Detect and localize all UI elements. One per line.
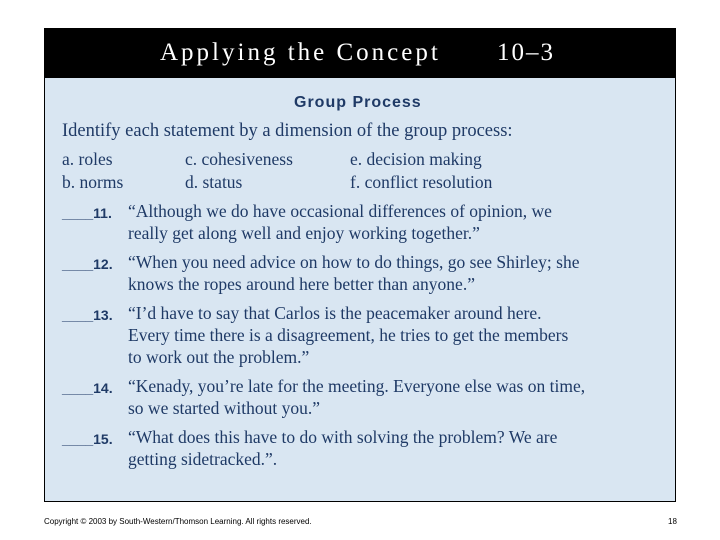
question-number: ____12.: [62, 256, 113, 272]
instructions-text: Identify each statement by a dimension of the group process:: [62, 121, 513, 141]
concept-panel: [44, 28, 676, 502]
question-text-line: “I’d have to say that Carlos is the peacemaker around here.: [128, 303, 542, 323]
question-text-line: “Although we do have occasional differences of opinion, we: [128, 201, 552, 221]
question-text-line: knows the ropes around here better than anyone.”: [128, 274, 475, 294]
option-e: e. decision making: [350, 149, 482, 169]
question-text-line: really get along well and enjoy working together.”: [128, 223, 480, 243]
question-text-line: “Kenady, you’re late for the meeting. Everyone else was on time,: [128, 376, 586, 396]
question-text-line: to work out the problem.”: [128, 347, 310, 367]
question-number: ____15.: [62, 431, 113, 447]
section-title: Group Process: [294, 94, 422, 111]
question-text-line: Every time there is a disagreement, he tries to get the members: [128, 325, 569, 345]
copyright-notice: Copyright © 2003 by South-Western/Thomson Learning. All rights reserved.: [44, 517, 312, 526]
question-text-line: “When you need advice on how to do things, go see Shirley; she: [128, 252, 580, 272]
question-number: ____13.: [62, 307, 113, 323]
option-a: a. roles: [62, 149, 113, 169]
question-text-line: “What does this have to do with solving the problem? We are: [128, 427, 558, 447]
header-bar: [45, 29, 675, 78]
header-title: Applying the Concept: [160, 39, 441, 66]
option-b: b. norms: [62, 172, 124, 192]
page-number: 18: [668, 517, 677, 526]
option-d: d. status: [185, 172, 243, 192]
header-number: 10–3: [497, 39, 555, 66]
question-text-line: getting sidetracked.”.: [128, 449, 278, 469]
option-c: c. cohesiveness: [185, 149, 293, 169]
question-number: ____14.: [62, 380, 113, 396]
question-text-line: so we started without you.”: [128, 398, 320, 418]
option-f: f. conflict resolution: [350, 172, 493, 192]
question-number: ____11.: [62, 205, 112, 221]
